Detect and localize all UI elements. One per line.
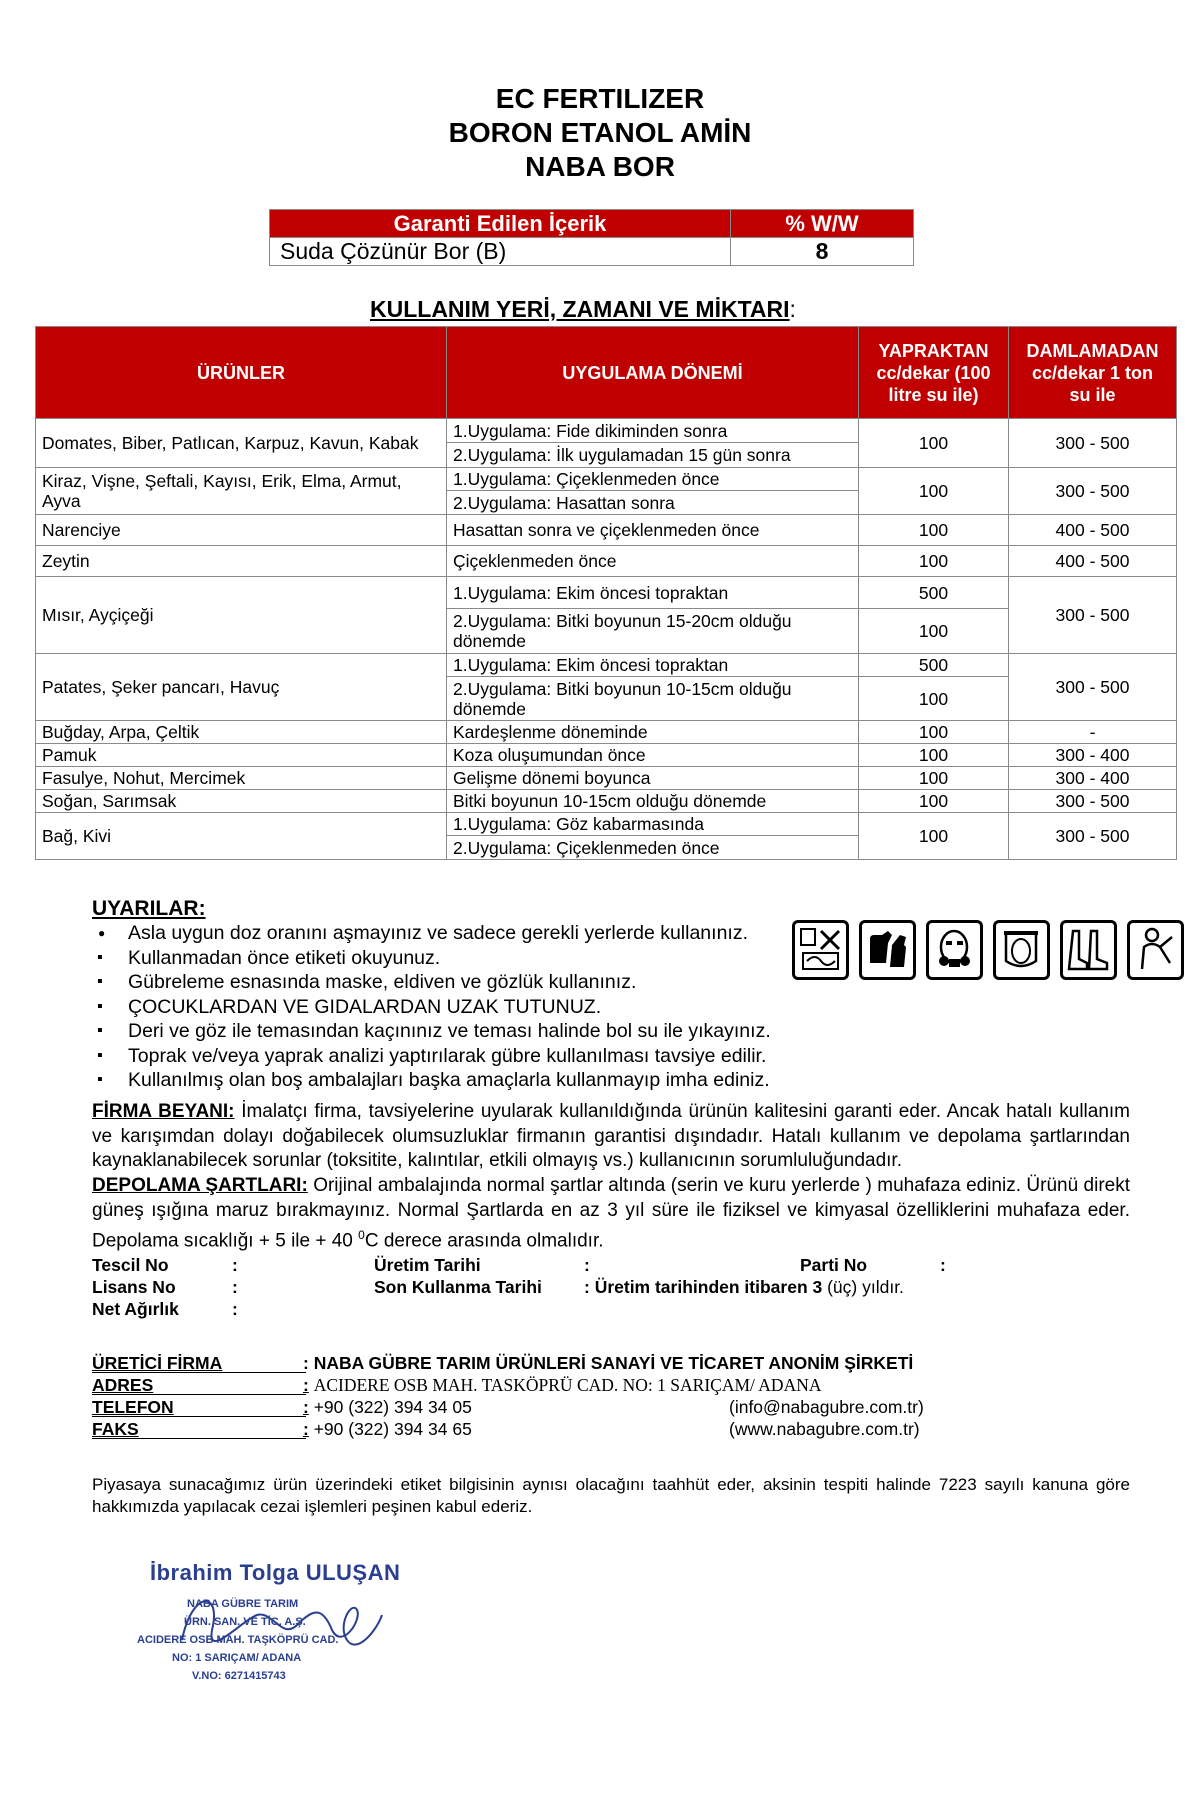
stage-cell <box>447 654 859 721</box>
producer-address-label: ADRES <box>92 1375 154 1395</box>
usage-title-text: KULLANIM YERİ, ZAMANI VE MİKTARI <box>370 296 790 322</box>
stage-line: 2.Uygulama: Bitki boyunun 15-20cm olduğu dönemde <box>453 611 792 651</box>
stage-line: 1.Uygulama: Ekim öncesi topraktan <box>447 577 858 609</box>
stage-line: 2.Uygulama: Bitki boyunun 10-15cm olduğu dönemde <box>453 678 792 719</box>
firm-label: FİRMA BEYANI: <box>92 1101 235 1122</box>
product-cell: Domates, Biber, Patlıcan, Karpuz, Kavun, Kabak <box>36 419 447 468</box>
foliar-cell: 100 <box>859 419 1009 468</box>
tescil-colon: : <box>232 1255 238 1275</box>
producer-web: (www.nabagubre.com.tr) <box>729 1419 920 1439</box>
drip-cell: 300 - 500 <box>1009 577 1177 654</box>
product-cell: Fasulye, Nohut, Mercimek <box>36 767 447 790</box>
foliar-line: 100 <box>918 621 949 641</box>
header-foliar: YAPRAKTAN cc/dekar (100 litre su ile) <box>859 327 1009 419</box>
meta-batch <box>800 1254 867 1276</box>
producer-contacts <box>729 1396 924 1440</box>
table-row <box>36 744 1177 767</box>
stage-cell: Bitki boyunun 10-15cm olduğu dönemde <box>447 790 859 813</box>
stamp-line: NO: 1 SARIÇAM/ ADANA <box>172 1652 302 1664</box>
meta-dates <box>374 1254 542 1298</box>
foliar-cell <box>859 654 1009 721</box>
storage-conditions <box>92 1174 1130 1254</box>
foliar-cell: 100 <box>859 515 1009 546</box>
foliar-cell: 100 <box>859 767 1009 790</box>
signature-scribble <box>162 1580 402 1670</box>
face-shield-icon <box>993 920 1050 980</box>
producer-phone-value: +90 (322) 394 34 05 <box>313 1397 472 1417</box>
guarantee-header-ww: % W/W <box>731 210 914 238</box>
foliar-cell: 100 <box>859 721 1009 744</box>
stage-line: 1.Uygulama: Ekim öncesi topraktan <box>447 654 858 677</box>
stamp-line: NABA GÜBRE TARIM <box>187 1598 299 1610</box>
stamp-line: ACIDERE OSB MAH. TAŞKÖPRÜ CAD. <box>137 1634 339 1646</box>
product-cell: Soğan, Sarımsak <box>36 790 447 813</box>
stage-cell <box>447 577 859 654</box>
stamp-line: V.NO: 6271415743 <box>192 1670 286 1682</box>
producer-labels <box>92 1352 222 1440</box>
foliar-cell: 100 <box>859 790 1009 813</box>
production-date-colon: : <box>584 1255 590 1275</box>
warning-item: ● Asla uygun doz oranını aşmayınız ve sadece gerekli yerlerde kullanınız. <box>92 921 771 946</box>
stage-line: 1.Uygulama: Fide dikiminden sonra <box>447 419 858 443</box>
product-title-line3: NABA BOR <box>525 151 675 182</box>
boots-icon <box>1060 920 1117 980</box>
product-cell: Bağ, Kivi <box>36 813 447 860</box>
phone-sep: : <box>303 1397 309 1417</box>
stage-cell: Gelişme dönemi boyunca <box>447 767 859 790</box>
producer-address-value: ACIDERE OSB MAH. TASKÖPRÜ CAD. NO: 1 SARIÇAM/ ADANA <box>313 1375 822 1395</box>
tescil-label: Tescil No <box>92 1255 169 1275</box>
product-cell: Narenciye <box>36 515 447 546</box>
drip-cell: 300 - 400 <box>1009 744 1177 767</box>
foliar-cell: 100 <box>859 744 1009 767</box>
stage-cell <box>447 468 859 515</box>
drip-cell: 300 - 400 <box>1009 767 1177 790</box>
hazard-pictogram-icon <box>792 920 849 980</box>
table-row <box>36 813 1177 860</box>
foliar-cell: 100 <box>859 546 1009 577</box>
producer-phone-label: TELEFON <box>92 1397 174 1417</box>
table-row <box>36 419 1177 468</box>
mask-icon <box>926 920 983 980</box>
warnings-list <box>92 921 771 1093</box>
warning-item: ▪ Gübreleme esnasında maske, eldiven ve gözlük kullanınız. <box>92 970 771 995</box>
drip-cell: 300 - 500 <box>1009 468 1177 515</box>
producer-firm-label: ÜRETİCİ FİRMA <box>92 1353 223 1373</box>
header-products: ÜRÜNLER <box>36 327 447 419</box>
address-sep: : <box>303 1375 309 1395</box>
producer-underline <box>92 1372 306 1373</box>
table-row <box>36 468 1177 515</box>
guarantee-table <box>269 209 914 266</box>
producer-firm-value: : NABA GÜBRE TARIM ÜRÜNLERİ SANAYİ VE TİCARET ANONİM ŞİRKETİ <box>303 1353 914 1373</box>
stage-line: 2.Uygulama: İlk uygulamadan 15 gün sonra <box>453 445 791 465</box>
foliar-line: 100 <box>918 688 949 709</box>
usage-table <box>35 326 1177 860</box>
warning-item: ▪ Deri ve göz ile temasından kaçınınız ve teması halinde bol su ile yıkayınız. <box>92 1019 771 1044</box>
batch-label: Parti No <box>800 1255 868 1275</box>
fax-sep: : <box>303 1419 309 1439</box>
table-row <box>36 790 1177 813</box>
expiry-years: 3 <box>812 1277 823 1297</box>
stage-line: 2.Uygulama: Çiçeklenmeden önce <box>453 837 720 858</box>
header-drip: DAMLAMADAN cc/dekar 1 ton su ile <box>1009 327 1177 419</box>
company-stamp <box>132 1560 432 1700</box>
stamp-line: ÜRN. SAN. VE TİC. A.Ş. <box>184 1616 306 1628</box>
product-cell: Kiraz, Vişne, Şeftali, Kayısı, Erik, Elma, Armut, Ayva <box>36 468 447 515</box>
storage-text-end: C derece arasında olmalıdır. <box>364 1230 604 1252</box>
drip-cell: 400 - 500 <box>1009 546 1177 577</box>
firm-statement <box>92 1100 1130 1174</box>
phone-underline <box>92 1416 306 1417</box>
drip-cell: 300 - 500 <box>1009 419 1177 468</box>
producer-fax-label: FAKS <box>92 1419 139 1439</box>
warning-item: ▪ ÇOCUKLARDAN VE GIDALARDAN UZAK TUTUNUZ. <box>92 995 771 1020</box>
header-period: UYGULAMA DÖNEMİ <box>447 327 859 419</box>
expiry-prefix: : Üretim tarihinden itibaren <box>584 1277 813 1297</box>
foliar-line: 500 <box>859 654 1008 677</box>
storage-degree: 0 <box>358 1228 365 1242</box>
address-underline <box>92 1394 306 1395</box>
product-title-line2: BORON ETANOL AMİN <box>448 117 752 148</box>
gloves-icon <box>859 920 916 980</box>
producer-email: (info@nabagubre.com.tr) <box>729 1397 924 1417</box>
drip-cell: 300 - 500 <box>1009 790 1177 813</box>
guarantee-row-value: 8 <box>731 238 914 266</box>
warnings-title: UYARILAR: <box>92 897 206 920</box>
product-cell: Patates, Şeker pancarı, Havuç <box>36 654 447 721</box>
fax-underline <box>92 1438 306 1439</box>
guarantee-header-content: Garanti Edilen İçerik <box>270 210 731 238</box>
warning-item: ▪ Kullanılmış olan boş ambalajları başka amaçlarla kullanmayıp imha ediniz. <box>92 1068 771 1093</box>
stage-cell: Koza oluşumundan önce <box>447 744 859 767</box>
usage-title-colon: : <box>789 296 796 322</box>
foliar-cell <box>859 577 1009 654</box>
warning-item: ▪ Kullanmadan önce etiketi okuyunuz. <box>92 946 771 971</box>
net-colon: : <box>232 1299 238 1319</box>
storage-label: DEPOLAMA ŞARTLARI: <box>92 1175 308 1196</box>
table-row <box>36 577 1177 654</box>
table-row <box>36 767 1177 790</box>
stage-cell <box>447 813 859 860</box>
table-row <box>36 515 1177 546</box>
stage-cell: Kardeşlenme döneminde <box>447 721 859 744</box>
product-cell: Pamuk <box>36 744 447 767</box>
table-row <box>36 721 1177 744</box>
table-row <box>36 546 1177 577</box>
stage-line: 2.Uygulama: Hasattan sonra <box>453 492 675 513</box>
foliar-cell: 100 <box>859 468 1009 515</box>
stage-cell: Çiçeklenmeden önce <box>447 546 859 577</box>
drip-cell: 400 - 500 <box>1009 515 1177 546</box>
stage-cell: Hasattan sonra ve çiçeklenmeden önce <box>447 515 859 546</box>
lisans-colon: : <box>232 1277 238 1297</box>
stamp-name: İbrahim Tolga ULUŞAN <box>150 1560 401 1585</box>
firm-text: İmalatçı firma, tavsiyelerine uyularak kullanıldığında ürünün kalitesini garanti eder. Ancak hatalı kullanım ve karışımdan dolayı doğabilecek olumsuzluklar firmanın garantisi dışındadır. Hatalı kullanım ve depolama şartlarından kaynaklanabilecek sorunlar (toksitite, kalıntılar, etkili olmayış vs.) kullanıcının sorumluluğundadır. <box>92 1101 1130 1171</box>
drip-cell: 300 - 500 <box>1009 813 1177 860</box>
drip-cell: - <box>1009 721 1177 744</box>
product-cell: Mısır, Ayçiçeği <box>36 577 447 654</box>
expiry-suffix: (üç) yıldır. <box>822 1277 904 1297</box>
product-cell: Buğday, Arpa, Çeltik <box>36 721 447 744</box>
footer-declaration: Piyasaya sunacağımız ürün üzerindeki etiket bilgisinin aynısı olacağını taahhüt eder, aksinin tespiti halinde 7223 sayılı kanuna göre hakkımızda yapılacak cezai işlemleri peşinen kabul ederiz. <box>92 1475 1130 1516</box>
stage-cell <box>447 419 859 468</box>
usage-section-title <box>370 296 796 323</box>
warning-item: ▪ Toprak ve/veya yaprak analizi yaptırılarak gübre kullanılması tavsiye edilir. <box>92 1044 771 1069</box>
table-row <box>36 654 1177 721</box>
storage-text: Orijinal ambalajında normal şartlar altında (serin ve kuru yerlerde ) muhafaza ediniz. Ürünü direkt güneş ışığına maruz bırakmayınız. Normal Şartlarda en az 3 yıl süre ile fiziksel ve kimyasal özelliklerini muhafaza eder. Depolama sıcaklığı + 5 ile + 40 <box>92 1175 1131 1252</box>
drip-cell: 300 - 500 <box>1009 654 1177 721</box>
lisans-label: Lisans No <box>92 1277 176 1297</box>
meta-labels <box>92 1254 179 1320</box>
meta-colons <box>232 1254 238 1320</box>
producer-fax-value: +90 (322) 394 34 65 <box>313 1419 472 1439</box>
batch-colon: : <box>940 1255 946 1275</box>
stage-line: 1.Uygulama: Göz kabarmasında <box>447 813 858 836</box>
product-cell: Zeytin <box>36 546 447 577</box>
foliar-line: 500 <box>859 577 1008 609</box>
net-weight-label: Net Ağırlık <box>92 1299 179 1319</box>
guarantee-row-label: Suda Çözünür Bor (B) <box>270 238 731 266</box>
foliar-cell: 100 <box>859 813 1009 860</box>
expiry-label: Son Kullanma Tarihi <box>374 1277 542 1297</box>
stage-line: 1.Uygulama: Çiçeklenmeden önce <box>447 468 858 491</box>
safety-icons <box>792 920 1194 980</box>
coverall-icon <box>1127 920 1184 980</box>
production-date-label: Üretim Tarihi <box>374 1255 481 1275</box>
product-title-line1: EC FERTILIZER <box>495 83 705 114</box>
